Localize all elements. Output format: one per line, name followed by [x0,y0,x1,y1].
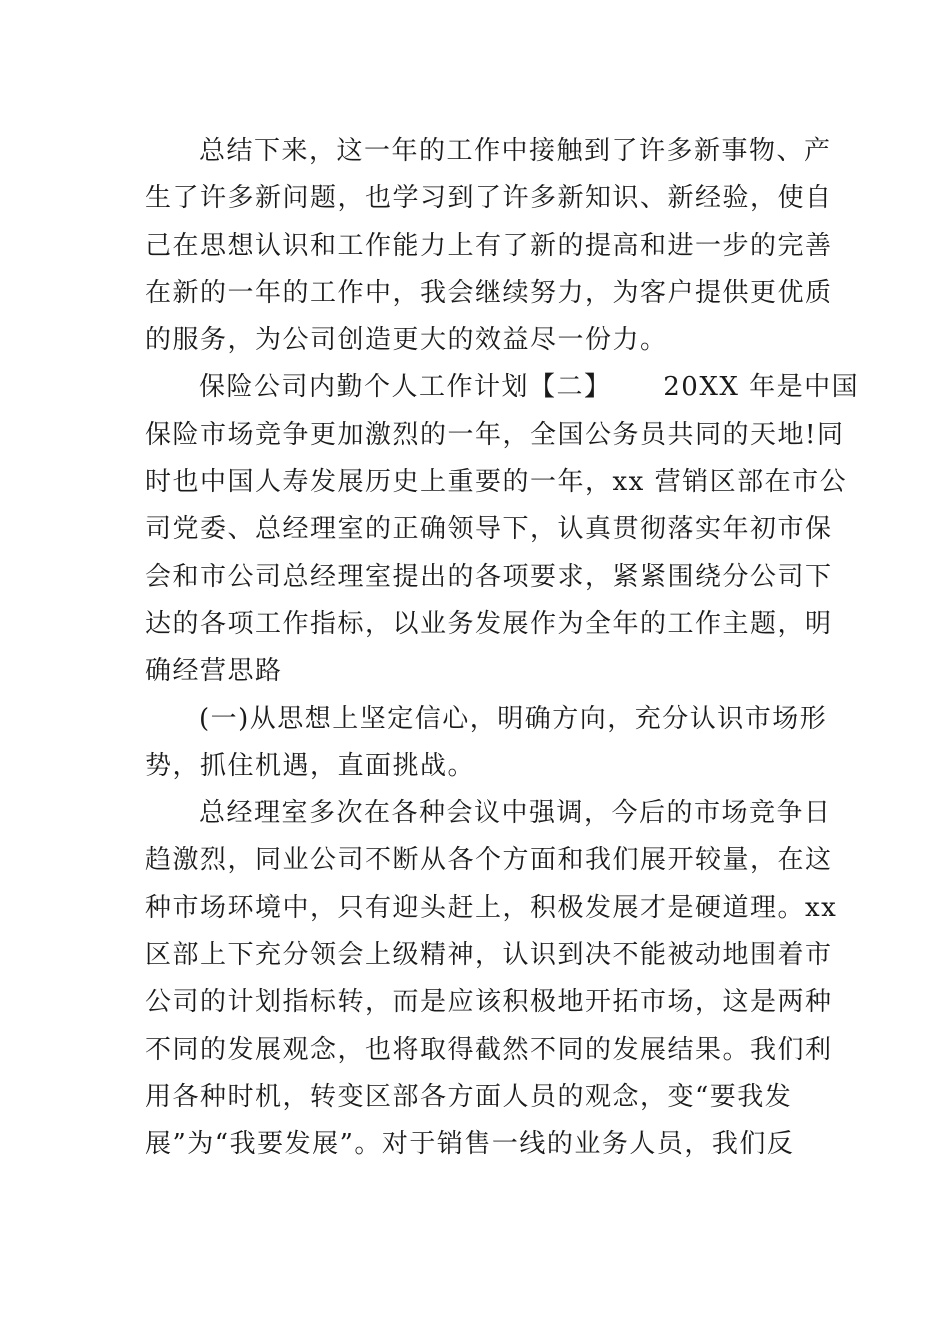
text-line: 达的各项工作指标，以业务发展作为全年的工作主题，明 [145,608,833,639]
text-line: (一)从思想上坚定信心，明确方向，充分认识市场形 [199,703,828,734]
text-line: 司党委、总经理室的正确领导下，认真贯彻落实年初市保 [145,514,833,545]
text-line: 确经营思路 [145,656,283,687]
text-line: 不同的发展观念，也将取得截然不同的发展结果。我们利 [145,1034,833,1065]
text-line: 总经理室多次在各种会议中强调，今后的市场竞争日 [199,798,832,829]
text-line: 趋激烈，同业公司不断从各个方面和我们展开较量，在这 [145,845,833,876]
text-line: 在新的一年的工作中，我会继续努力，为客户提供更优质 [145,277,833,308]
text-line: 总结下来，这一年的工作中接触到了许多新事物、产 [199,136,832,166]
document-body [145,128,860,1169]
text-line: 区部上下充分领会上级精神，认识到决不能被动地围着市 [145,940,833,971]
text-line: 保险市场竞争更加激烈的一年，全国公务员共同的天地!同 [145,419,845,450]
text-line: 种市场环境中，只有迎头赶上，积极发展才是硬道理。xx [145,892,838,923]
text-line: 展”为“我要发展”。对于销售一线的业务人员，我们反 [145,1129,795,1160]
text-line: 时也中国人寿发展历史上重要的一年，xx 营销区部在市公 [145,467,848,498]
text-line: 势，抓住机遇，直面挑战。 [145,750,476,781]
text-line: 己在思想认识和工作能力上有了新的提高和进一步的完善 [145,230,833,261]
text-line: 会和市公司总经理室提出的各项要求，紧紧围绕分公司下 [145,561,833,592]
section-heading-line: 保险公司内勤个人工作计划【二】 20XX 年是中国 [199,372,860,403]
text-line: 生了许多新问题，也学习到了许多新知识、新经验，使自 [145,183,833,214]
text-line: 用各种时机，转变区部各方面人员的观念，变“要我发 [145,1081,793,1112]
text-line: 公司的计划指标转，而是应该积极地开拓市场，这是两种 [145,987,833,1018]
text-line: 的服务，为公司创造更大的效益尽一份力。 [145,325,668,356]
